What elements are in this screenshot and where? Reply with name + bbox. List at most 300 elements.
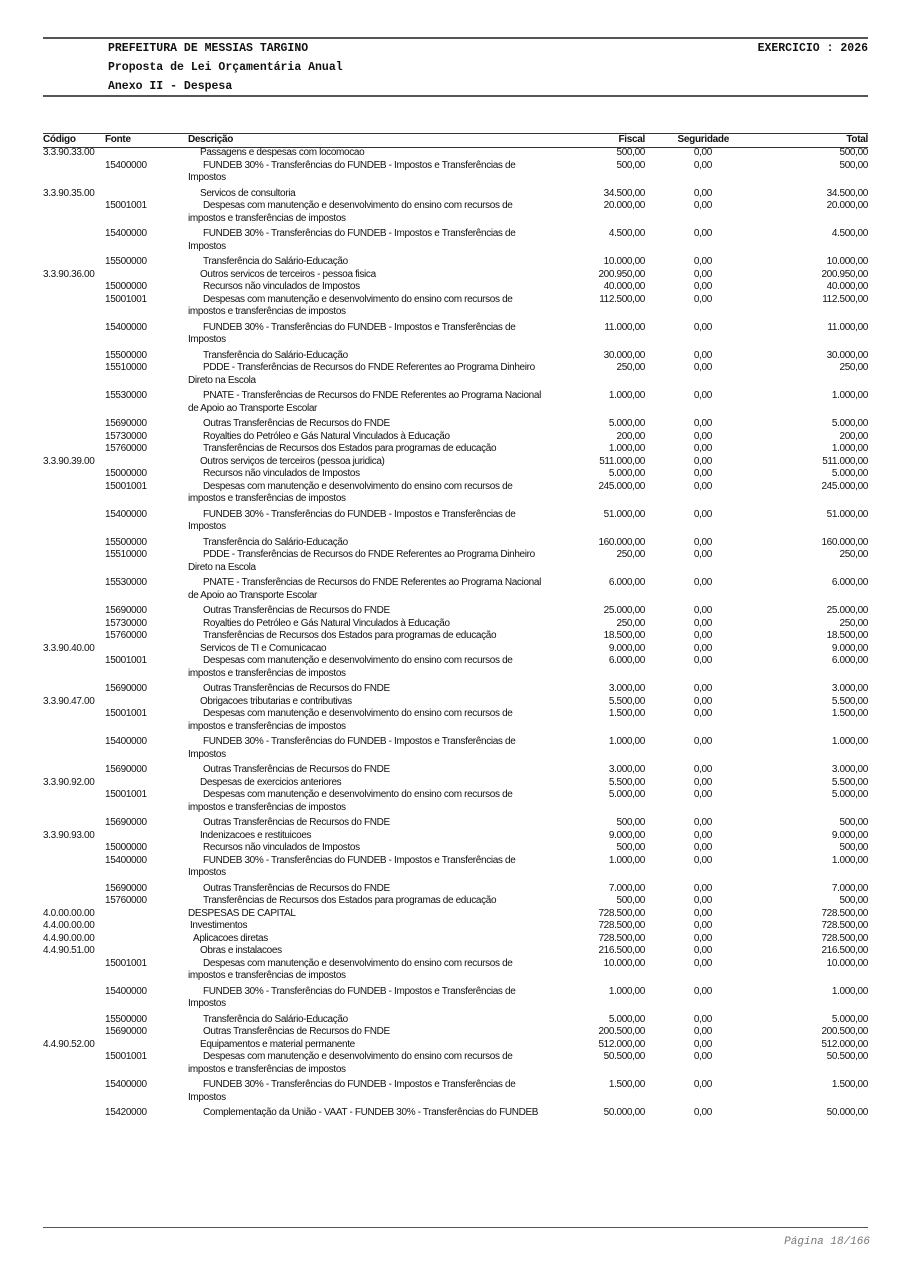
seguridade-value: 0,00 <box>693 920 712 931</box>
fiscal-value: 1.000,00 <box>608 390 645 401</box>
fonte-row <box>43 431 868 444</box>
fonte-row <box>43 618 868 631</box>
seguridade-value: 0,00 <box>693 776 712 788</box>
fiscal-value: 20.000,00 <box>603 200 645 211</box>
account-row <box>43 269 868 282</box>
seguridade-value: 0,00 <box>693 281 712 292</box>
total-value: 500,00 <box>839 147 868 158</box>
org-name: PREFEITURA DE MESSIAS TARGINO <box>108 42 309 55</box>
total-value: 40.000,00 <box>826 281 868 292</box>
fiscal-value: 6.000,00 <box>608 577 645 588</box>
fiscal-value: 5.000,00 <box>608 418 645 429</box>
seguridade-value: 0,00 <box>693 508 712 520</box>
fiscal-value: 5.500,00 <box>608 695 645 707</box>
fonte-row <box>43 708 868 736</box>
account-row <box>43 643 868 656</box>
description: Outras Transferências de Recursos do FNDE <box>203 683 390 694</box>
exercise-year: EXERCICIO : 2026 <box>757 42 868 55</box>
description: PDDE - Transferências de Recursos do FNDE Referentes ao Programa Dinheiro Direto na Escola <box>188 549 535 573</box>
description: Despesas com manutenção e desenvolvimento do ensino com recursos de impostos e transferências de impostos <box>188 708 513 732</box>
fiscal-value: 51.000,00 <box>603 508 645 520</box>
fonte-code: 15760000 <box>105 630 147 641</box>
fiscal-value: 50.000,00 <box>603 1107 645 1118</box>
description: Royalties do Petróleo e Gás Natural Vinculados à Educação <box>203 617 450 629</box>
seguridade-value: 0,00 <box>693 480 712 492</box>
total-value: 728.500,00 <box>821 907 868 919</box>
total-value: 500,00 <box>839 817 868 828</box>
seguridade-value: 0,00 <box>693 945 712 956</box>
fonte-row <box>43 160 868 188</box>
fiscal-value: 9.000,00 <box>608 829 645 841</box>
account-code: 3.3.90.47.00 <box>43 695 95 707</box>
fonte-code: 15001001 <box>105 480 147 492</box>
fonte-row <box>43 817 868 830</box>
fiscal-value: 10.000,00 <box>603 256 645 267</box>
total-value: 5.000,00 <box>831 1013 868 1025</box>
fonte-row <box>43 468 868 481</box>
fonte-row <box>43 549 868 577</box>
fonte-code: 15690000 <box>105 418 147 429</box>
description: PNATE - Transferências de Recursos do FNDE Referentes ao Programa Nacional de Apoio ao Transporte Escolar <box>188 390 541 414</box>
description: Aplicacoes diretas <box>193 932 268 944</box>
total-value: 51.000,00 <box>826 508 868 520</box>
fonte-row <box>43 443 868 456</box>
total-value: 500,00 <box>839 895 868 906</box>
fonte-code: 15690000 <box>105 683 147 694</box>
fonte-code: 15001001 <box>105 655 147 666</box>
seguridade-value: 0,00 <box>693 268 712 280</box>
fiscal-value: 7.000,00 <box>608 882 645 894</box>
description: FUNDEB 30% - Transferências do FUNDEB - Impostos e Transferências de Impostos <box>188 508 516 532</box>
col-desc: Descrição <box>188 134 234 145</box>
description: FUNDEB 30% - Transferências do FUNDEB - Impostos e Transferências de Impostos <box>188 159 516 183</box>
fonte-code: 15400000 <box>105 985 147 997</box>
total-value: 5.000,00 <box>831 789 868 800</box>
account-code: 4.4.90.52.00 <box>43 1038 95 1050</box>
seguridade-value: 0,00 <box>693 907 712 919</box>
total-value: 728.500,00 <box>821 920 868 931</box>
fonte-row <box>43 1107 868 1123</box>
fonte-row <box>43 200 868 228</box>
fonte-code: 15690000 <box>105 605 147 616</box>
description: Servicos de TI e Comunicacao <box>200 642 327 654</box>
fiscal-value: 511.000,00 <box>599 455 645 467</box>
seguridade-value: 0,00 <box>693 293 712 305</box>
description: FUNDEB 30% - Transferências do FUNDEB - Impostos e Transferências de Impostos <box>188 1079 516 1103</box>
description: Recursos não vinculados de Impostos <box>203 468 360 479</box>
total-value: 5.000,00 <box>831 418 868 429</box>
description: PDDE - Transferências de Recursos do FNDE Referentes ao Programa Dinheiro Direto na Escola <box>188 362 535 386</box>
seguridade-value: 0,00 <box>693 147 712 158</box>
account-row <box>43 920 868 933</box>
fonte-code: 15400000 <box>105 228 147 239</box>
header-bottom-rule <box>43 95 868 97</box>
total-value: 9.000,00 <box>831 642 868 654</box>
description: Despesas com manutenção e desenvolvimento do ensino com recursos de impostos e transferências de impostos <box>188 293 513 317</box>
fiscal-value: 3.000,00 <box>608 683 645 694</box>
seguridade-value: 0,00 <box>693 957 712 969</box>
total-value: 245.000,00 <box>821 480 868 492</box>
fiscal-value: 728.500,00 <box>598 932 645 944</box>
fiscal-value: 1.000,00 <box>608 736 645 747</box>
seguridade-value: 0,00 <box>693 468 712 479</box>
description: FUNDEB 30% - Transferências do FUNDEB - Impostos e Transferências de Impostos <box>188 985 516 1009</box>
seguridade-value: 0,00 <box>693 536 712 548</box>
total-value: 5.500,00 <box>831 776 868 788</box>
total-value: 1.500,00 <box>831 708 868 719</box>
fonte-row <box>43 322 868 350</box>
fonte-code: 15690000 <box>105 764 147 775</box>
description: Complementação da União - VAAT - FUNDEB 30% - Transferências do FUNDEB <box>203 1107 539 1118</box>
fiscal-value: 1.000,00 <box>608 854 645 866</box>
fonte-code: 15000000 <box>105 281 147 292</box>
total-value: 1.000,00 <box>831 854 868 866</box>
description: Outros servicos de terceiros - pessoa fisica <box>200 268 376 280</box>
seguridade-value: 0,00 <box>693 695 712 707</box>
fiscal-value: 9.000,00 <box>608 642 645 654</box>
fonte-code: 15530000 <box>105 390 147 401</box>
fiscal-value: 1.500,00 <box>608 708 645 719</box>
seguridade-value: 0,00 <box>693 642 712 654</box>
description: Despesas com manutenção e desenvolvimento do ensino com recursos de impostos e transferências de impostos <box>188 655 513 679</box>
total-value: 200,00 <box>839 430 868 442</box>
fonte-code: 15760000 <box>105 443 147 454</box>
description: Outras Transferências de Recursos do FNDE <box>203 418 390 429</box>
fonte-row <box>43 362 868 390</box>
fiscal-value: 500,00 <box>616 159 645 171</box>
seguridade-value: 0,00 <box>693 187 712 199</box>
fonte-code: 15510000 <box>105 549 147 560</box>
description: Obras e instalacoes <box>200 945 282 956</box>
total-value: 3.000,00 <box>831 764 868 775</box>
fiscal-value: 50.500,00 <box>603 1051 645 1062</box>
description: Servicos de consultoria <box>200 187 296 199</box>
fiscal-value: 200.500,00 <box>598 1026 645 1037</box>
total-value: 30.000,00 <box>826 349 868 361</box>
seguridade-value: 0,00 <box>693 321 712 333</box>
total-value: 5.500,00 <box>831 695 868 707</box>
seguridade-value: 0,00 <box>693 655 712 666</box>
fonte-code: 15001001 <box>105 1051 147 1062</box>
total-value: 112.500,00 <box>822 293 868 305</box>
seguridade-value: 0,00 <box>693 256 712 267</box>
description: Investimentos <box>190 920 248 931</box>
expense-table-body <box>43 147 868 1123</box>
description: Transferências de Recursos dos Estados para programas de educação <box>203 895 497 906</box>
seguridade-value: 0,00 <box>693 362 712 373</box>
fonte-code: 15530000 <box>105 577 147 588</box>
account-code: 4.4.90.51.00 <box>43 945 95 956</box>
fiscal-value: 216.500,00 <box>598 945 645 956</box>
col-seguridade: Seguridade <box>677 134 729 145</box>
description: Despesas com manutenção e desenvolvimento do ensino com recursos de impostos e transferências de impostos <box>188 789 513 813</box>
fiscal-value: 18.500,00 <box>603 630 645 641</box>
fonte-row <box>43 228 868 256</box>
account-row <box>43 945 868 958</box>
fonte-row <box>43 1014 868 1027</box>
description: Despesas de exercicios anteriores <box>200 776 342 788</box>
seguridade-value: 0,00 <box>693 390 712 401</box>
seguridade-value: 0,00 <box>693 1079 712 1090</box>
fonte-code: 15400000 <box>105 321 147 333</box>
col-code: Código <box>43 134 76 145</box>
account-row <box>43 908 868 921</box>
account-row <box>43 696 868 709</box>
fiscal-value: 34.500,00 <box>603 187 645 199</box>
total-value: 1.000,00 <box>831 985 868 997</box>
fonte-code: 15001001 <box>105 957 147 969</box>
account-row <box>43 830 868 843</box>
total-value: 20.000,00 <box>826 200 868 211</box>
seguridade-value: 0,00 <box>693 228 712 239</box>
description: Indenizacoes e restituicoes <box>200 829 312 841</box>
fonte-row <box>43 789 868 817</box>
seguridade-value: 0,00 <box>693 1026 712 1037</box>
total-value: 512.000,00 <box>821 1038 868 1050</box>
total-value: 216.500,00 <box>821 945 868 956</box>
total-value: 160.000,00 <box>821 536 868 548</box>
description: Transferências de Recursos dos Estados para programas de educação <box>203 630 497 641</box>
seguridade-value: 0,00 <box>693 200 712 211</box>
fiscal-value: 500,00 <box>616 147 645 158</box>
seguridade-value: 0,00 <box>693 549 712 560</box>
fonte-row <box>43 883 868 896</box>
fonte-code: 15400000 <box>105 159 147 171</box>
col-total: Total <box>846 134 868 145</box>
fonte-code: 15690000 <box>105 882 147 894</box>
description: Royalties do Petróleo e Gás Natural Vinculados à Educação <box>203 430 450 442</box>
seguridade-value: 0,00 <box>693 854 712 866</box>
description: Outras Transferências de Recursos do FNDE <box>203 605 390 616</box>
account-code: 3.3.90.35.00 <box>43 187 95 199</box>
total-value: 250,00 <box>839 362 868 373</box>
description: Transferência do Salário-Educação <box>203 349 348 361</box>
seguridade-value: 0,00 <box>693 829 712 841</box>
total-value: 50.000,00 <box>826 1107 868 1118</box>
total-value: 6.000,00 <box>831 655 868 666</box>
fiscal-value: 6.000,00 <box>608 655 645 666</box>
seguridade-value: 0,00 <box>693 842 712 853</box>
fonte-row <box>43 855 868 883</box>
fonte-code: 15510000 <box>105 362 147 373</box>
seguridade-value: 0,00 <box>693 736 712 747</box>
col-fiscal: Fiscal <box>618 134 645 145</box>
account-code: 3.3.90.93.00 <box>43 829 95 841</box>
account-row <box>43 147 868 160</box>
fonte-code: 15001001 <box>105 200 147 211</box>
fonte-row <box>43 895 868 908</box>
header-top-rule <box>43 37 868 39</box>
description: Despesas com manutenção e desenvolvimento do ensino com recursos de impostos e transferências de impostos <box>188 957 513 981</box>
fonte-row <box>43 481 868 509</box>
fonte-row <box>43 958 868 986</box>
total-value: 10.000,00 <box>826 957 868 969</box>
total-value: 511.000,00 <box>822 455 868 467</box>
account-code: 3.3.90.39.00 <box>43 455 95 467</box>
account-code: 3.3.90.33.00 <box>43 147 95 158</box>
account-code: 3.3.90.36.00 <box>43 268 95 280</box>
description: Transferência do Salário-Educação <box>203 1013 348 1025</box>
fonte-code: 15760000 <box>105 895 147 906</box>
fonte-row <box>43 986 868 1014</box>
fiscal-value: 5.000,00 <box>608 468 645 479</box>
fonte-row <box>43 764 868 777</box>
description: Despesas com manutenção e desenvolvimento do ensino com recursos de impostos e transferências de impostos <box>188 1051 513 1075</box>
fonte-row <box>43 350 868 363</box>
fonte-row <box>43 509 868 537</box>
total-value: 11.000,00 <box>827 321 868 333</box>
total-value: 10.000,00 <box>826 256 868 267</box>
seguridade-value: 0,00 <box>693 683 712 694</box>
total-value: 3.000,00 <box>831 683 868 694</box>
description: Outras Transferências de Recursos do FNDE <box>203 882 390 894</box>
fonte-row <box>43 256 868 269</box>
fiscal-value: 728.500,00 <box>598 920 645 931</box>
account-row <box>43 1039 868 1052</box>
account-row <box>43 188 868 201</box>
description: FUNDEB 30% - Transferências do FUNDEB - Impostos e Transferências de Impostos <box>188 321 516 345</box>
account-code: 4.4.00.00.00 <box>43 920 95 931</box>
fiscal-value: 3.000,00 <box>608 764 645 775</box>
fiscal-value: 112.500,00 <box>599 293 645 305</box>
fonte-row <box>43 736 868 764</box>
fonte-code: 15500000 <box>105 256 147 267</box>
fonte-row <box>43 418 868 431</box>
seguridade-value: 0,00 <box>693 617 712 629</box>
fiscal-value: 250,00 <box>616 362 645 373</box>
fiscal-value: 728.500,00 <box>598 907 645 919</box>
description: Outras Transferências de Recursos do FNDE <box>203 1026 390 1037</box>
seguridade-value: 0,00 <box>693 605 712 616</box>
fiscal-value: 200.950,00 <box>598 268 645 280</box>
fiscal-value: 512.000,00 <box>598 1038 645 1050</box>
total-value: 34.500,00 <box>826 187 868 199</box>
fiscal-value: 500,00 <box>616 817 645 828</box>
fiscal-value: 10.000,00 <box>603 957 645 969</box>
total-value: 250,00 <box>839 617 868 629</box>
description: Despesas com manutenção e desenvolvimento do ensino com recursos de impostos e transferências de impostos <box>188 200 513 224</box>
fiscal-value: 245.000,00 <box>598 480 645 492</box>
total-value: 250,00 <box>839 549 868 560</box>
account-code: 3.3.90.92.00 <box>43 776 95 788</box>
description: Outros serviços de terceiros (pessoa juridica) <box>200 455 385 467</box>
fiscal-value: 4.500,00 <box>608 228 645 239</box>
fiscal-value: 1.000,00 <box>608 443 645 454</box>
seguridade-value: 0,00 <box>693 932 712 944</box>
description: PNATE - Transferências de Recursos do FNDE Referentes ao Programa Nacional de Apoio ao Transporte Escolar <box>188 577 541 601</box>
page-number: Página 18/166 <box>784 1236 870 1248</box>
total-value: 1.500,00 <box>831 1079 868 1090</box>
total-value: 200.500,00 <box>821 1026 868 1037</box>
fiscal-value: 160.000,00 <box>598 536 645 548</box>
fonte-code: 15000000 <box>105 842 147 853</box>
table-header <box>43 133 868 148</box>
fonte-code: 15500000 <box>105 536 147 548</box>
fonte-row <box>43 605 868 618</box>
fiscal-value: 250,00 <box>616 617 645 629</box>
description: DESPESAS DE CAPITAL <box>188 907 296 919</box>
description: Transferência do Salário-Educação <box>203 536 348 548</box>
account-row <box>43 456 868 469</box>
fiscal-value: 500,00 <box>616 842 645 853</box>
account-row <box>43 777 868 790</box>
fonte-code: 15500000 <box>105 1013 147 1025</box>
description: FUNDEB 30% - Transferências do FUNDEB - Impostos e Transferências de Impostos <box>188 736 516 760</box>
seguridade-value: 0,00 <box>693 708 712 719</box>
fonte-row <box>43 1079 868 1107</box>
total-value: 500,00 <box>839 159 868 171</box>
account-code: 3.3.90.40.00 <box>43 642 95 654</box>
total-value: 1.000,00 <box>831 736 868 747</box>
fonte-row <box>43 630 868 643</box>
fonte-code: 15001001 <box>105 293 147 305</box>
seguridade-value: 0,00 <box>693 882 712 894</box>
total-value: 5.000,00 <box>831 468 868 479</box>
fonte-code: 15400000 <box>105 1079 147 1090</box>
fonte-row <box>43 390 868 418</box>
total-value: 25.000,00 <box>826 605 868 616</box>
fonte-code: 15690000 <box>105 1026 147 1037</box>
fiscal-value: 30.000,00 <box>603 349 645 361</box>
fiscal-value: 5.000,00 <box>608 1013 645 1025</box>
seguridade-value: 0,00 <box>693 577 712 588</box>
fiscal-value: 5.500,00 <box>608 776 645 788</box>
seguridade-value: 0,00 <box>693 1051 712 1062</box>
fonte-code: 15690000 <box>105 817 147 828</box>
fonte-code: 15730000 <box>105 430 147 442</box>
total-value: 1.000,00 <box>831 390 868 401</box>
fonte-code: 15500000 <box>105 349 147 361</box>
seguridade-value: 0,00 <box>693 1013 712 1025</box>
footer-rule <box>43 1227 868 1228</box>
seguridade-value: 0,00 <box>693 985 712 997</box>
account-code: 4.4.90.00.00 <box>43 932 95 944</box>
total-value: 728.500,00 <box>821 932 868 944</box>
seguridade-value: 0,00 <box>693 630 712 641</box>
account-code: 4.0.00.00.00 <box>43 907 95 919</box>
total-value: 500,00 <box>839 842 868 853</box>
seguridade-value: 0,00 <box>693 789 712 800</box>
description: Despesas com manutenção e desenvolvimento do ensino com recursos de impostos e transferências de impostos <box>188 480 513 504</box>
description: Outras Transferências de Recursos do FNDE <box>203 764 390 775</box>
fonte-code: 15001001 <box>105 708 147 719</box>
fonte-row <box>43 683 868 696</box>
total-value: 9.000,00 <box>831 829 868 841</box>
seguridade-value: 0,00 <box>693 418 712 429</box>
seguridade-value: 0,00 <box>693 1107 712 1118</box>
fiscal-value: 1.000,00 <box>608 985 645 997</box>
total-value: 200.950,00 <box>821 268 868 280</box>
seguridade-value: 0,00 <box>693 430 712 442</box>
fiscal-value: 500,00 <box>616 895 645 906</box>
fiscal-value: 250,00 <box>616 549 645 560</box>
fonte-code: 15001001 <box>105 789 147 800</box>
description: Transferências de Recursos dos Estados para programas de educação <box>203 443 497 454</box>
fonte-row <box>43 294 868 322</box>
description: FUNDEB 30% - Transferências do FUNDEB - Impostos e Transferências de Impostos <box>188 228 516 252</box>
seguridade-value: 0,00 <box>693 349 712 361</box>
seguridade-value: 0,00 <box>693 817 712 828</box>
fiscal-value: 40.000,00 <box>603 281 645 292</box>
fiscal-value: 200,00 <box>616 430 645 442</box>
fiscal-value: 5.000,00 <box>608 789 645 800</box>
document-subtitle: Proposta de Lei Orçamentária Anual <box>108 61 343 74</box>
total-value: 1.000,00 <box>831 443 868 454</box>
description: FUNDEB 30% - Transferências do FUNDEB - Impostos e Transferências de Impostos <box>188 854 516 878</box>
total-value: 6.000,00 <box>831 577 868 588</box>
account-row <box>43 933 868 946</box>
annex-title: Anexo II - Despesa <box>108 80 233 93</box>
